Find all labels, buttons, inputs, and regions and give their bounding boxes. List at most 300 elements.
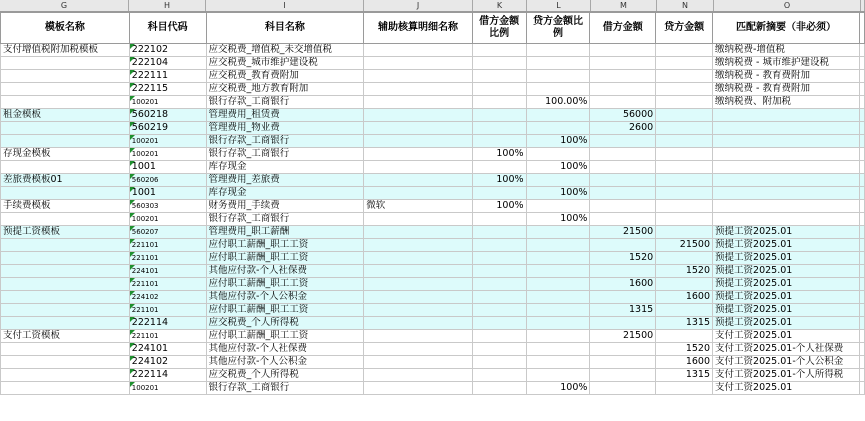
header-aux-detail[interactable]: 辅助核算明细名称 bbox=[364, 13, 472, 44]
credit-ratio-cell[interactable] bbox=[526, 226, 590, 239]
template-name-cell[interactable] bbox=[1, 317, 130, 330]
account-name-cell[interactable]: 应交税费_增值税_未交增值税 bbox=[206, 44, 364, 57]
aux-detail-cell[interactable] bbox=[364, 148, 472, 161]
extra-cell[interactable] bbox=[859, 226, 864, 239]
credit-ratio-cell[interactable] bbox=[526, 109, 590, 122]
template-name-cell[interactable] bbox=[1, 252, 130, 265]
template-name-cell[interactable] bbox=[1, 369, 130, 382]
credit-ratio-cell[interactable]: 100.00% bbox=[526, 96, 590, 109]
account-code-text: 560206 bbox=[131, 176, 159, 184]
aux-detail-cell[interactable] bbox=[364, 213, 472, 226]
summary-cell[interactable]: 缴纳税费 - 城市维护建设税 bbox=[713, 57, 860, 70]
account-name-cell[interactable]: 应付职工薪酬_职工工资 bbox=[206, 252, 364, 265]
extra-cell[interactable] bbox=[859, 57, 864, 70]
debit-ratio-cell[interactable] bbox=[472, 96, 526, 109]
debit-amount-cell[interactable] bbox=[590, 369, 656, 382]
aux-detail-cell[interactable] bbox=[364, 96, 472, 109]
credit-ratio-cell[interactable] bbox=[526, 252, 590, 265]
number-as-text-indicator-icon bbox=[130, 291, 135, 296]
template-name-cell[interactable] bbox=[1, 304, 130, 317]
account-name-cell[interactable]: 应交税费_地方教育附加 bbox=[206, 83, 364, 96]
account-name-cell[interactable]: 银行存款_工商银行 bbox=[206, 213, 364, 226]
header-template-name[interactable]: 模板名称 bbox=[1, 13, 130, 44]
aux-detail-cell[interactable]: 微软 bbox=[364, 200, 472, 213]
account-code-cell[interactable] bbox=[129, 252, 206, 265]
table-row bbox=[1, 57, 865, 70]
extra-cell[interactable] bbox=[859, 200, 864, 213]
account-name-cell[interactable]: 银行存款_工商银行 bbox=[206, 148, 364, 161]
summary-cell[interactable] bbox=[713, 135, 860, 148]
summary-cell[interactable] bbox=[713, 109, 860, 122]
column-letter-3[interactable]: I bbox=[206, 0, 364, 11]
summary-cell[interactable]: 缴纳税费、附加税 bbox=[713, 96, 860, 109]
extra-cell[interactable] bbox=[859, 161, 864, 174]
account-name-cell[interactable]: 财务费用_手续费 bbox=[206, 200, 364, 213]
template-name-cell[interactable] bbox=[1, 161, 130, 174]
credit-ratio-cell[interactable] bbox=[526, 122, 590, 135]
template-name-cell[interactable] bbox=[1, 278, 130, 291]
debit-amount-cell[interactable] bbox=[590, 83, 656, 96]
account-name-cell[interactable]: 应付职工薪酬_职工工资 bbox=[206, 278, 364, 291]
account-code-cell[interactable] bbox=[129, 304, 206, 317]
credit-ratio-cell[interactable] bbox=[526, 343, 590, 356]
account-code-cell[interactable] bbox=[129, 83, 206, 96]
debit-amount-cell[interactable]: 2600 bbox=[590, 122, 656, 135]
debit-amount-cell[interactable] bbox=[590, 187, 656, 200]
aux-detail-cell[interactable] bbox=[364, 109, 472, 122]
summary-cell[interactable]: 预提工资2025.01 bbox=[713, 317, 860, 330]
extra-cell[interactable] bbox=[859, 83, 864, 96]
summary-cell[interactable] bbox=[713, 161, 860, 174]
extra-cell[interactable] bbox=[859, 252, 864, 265]
debit-amount-cell[interactable] bbox=[590, 200, 656, 213]
account-name-cell[interactable]: 银行存款_工商银行 bbox=[206, 135, 364, 148]
column-letter-6[interactable]: L bbox=[527, 0, 591, 11]
aux-detail-cell[interactable] bbox=[364, 226, 472, 239]
account-code-cell[interactable] bbox=[129, 330, 206, 343]
number-as-text-indicator-icon bbox=[130, 369, 135, 374]
summary-cell[interactable]: 支付工资2025.01 bbox=[713, 330, 860, 343]
aux-detail-cell[interactable] bbox=[364, 369, 472, 382]
account-code-cell[interactable] bbox=[129, 226, 206, 239]
credit-ratio-cell[interactable] bbox=[526, 239, 590, 252]
column-letter-4[interactable]: J bbox=[364, 0, 473, 11]
debit-ratio-cell[interactable] bbox=[472, 226, 526, 239]
credit-amount-cell[interactable] bbox=[656, 187, 713, 200]
aux-detail-cell[interactable] bbox=[364, 161, 472, 174]
debit-ratio-cell[interactable]: 100% bbox=[472, 174, 526, 187]
account-code-cell[interactable] bbox=[129, 44, 206, 57]
aux-detail-cell[interactable] bbox=[364, 330, 472, 343]
account-code-cell[interactable] bbox=[129, 109, 206, 122]
debit-amount-cell[interactable]: 1600 bbox=[590, 278, 656, 291]
aux-detail-cell[interactable] bbox=[364, 317, 472, 330]
debit-amount-cell[interactable] bbox=[590, 135, 656, 148]
debit-ratio-cell[interactable] bbox=[472, 187, 526, 200]
template-name-cell[interactable]: 存现金模板 bbox=[1, 148, 130, 161]
header-row bbox=[1, 13, 865, 44]
extra-cell[interactable] bbox=[859, 239, 864, 252]
summary-cell[interactable]: 预提工资2025.01 bbox=[713, 226, 860, 239]
credit-ratio-cell[interactable]: 100% bbox=[526, 382, 590, 395]
aux-detail-cell[interactable] bbox=[364, 44, 472, 57]
credit-ratio-cell[interactable] bbox=[526, 330, 590, 343]
aux-detail-cell[interactable] bbox=[364, 382, 472, 395]
header-account-code[interactable]: 科目代码 bbox=[129, 13, 206, 44]
template-name-cell[interactable]: 差旅费模板01 bbox=[1, 174, 130, 187]
account-name-cell[interactable]: 其他应付款-个人公积金 bbox=[206, 356, 364, 369]
account-name-cell[interactable]: 应付职工薪酬_职工工资 bbox=[206, 304, 364, 317]
account-name-cell[interactable]: 应交税费_城市维护建设税 bbox=[206, 57, 364, 70]
debit-ratio-cell[interactable] bbox=[472, 343, 526, 356]
credit-amount-cell[interactable] bbox=[656, 122, 713, 135]
template-name-cell[interactable] bbox=[1, 239, 130, 252]
aux-detail-cell[interactable] bbox=[364, 70, 472, 83]
column-letter-7[interactable]: M bbox=[591, 0, 657, 11]
account-name-cell[interactable]: 库存现金 bbox=[206, 187, 364, 200]
debit-amount-cell[interactable] bbox=[590, 317, 656, 330]
debit-amount-cell[interactable] bbox=[590, 291, 656, 304]
credit-amount-cell[interactable]: 1600 bbox=[656, 291, 713, 304]
template-name-cell[interactable] bbox=[1, 265, 130, 278]
summary-cell[interactable]: 预提工资2025.01 bbox=[713, 291, 860, 304]
account-code-cell[interactable] bbox=[129, 343, 206, 356]
credit-ratio-cell[interactable] bbox=[526, 356, 590, 369]
credit-amount-cell[interactable] bbox=[656, 330, 713, 343]
debit-ratio-cell[interactable] bbox=[472, 369, 526, 382]
credit-ratio-cell[interactable] bbox=[526, 369, 590, 382]
account-name-cell[interactable]: 库存现金 bbox=[206, 161, 364, 174]
credit-amount-cell[interactable] bbox=[656, 174, 713, 187]
credit-ratio-cell[interactable] bbox=[526, 200, 590, 213]
aux-detail-cell[interactable] bbox=[364, 356, 472, 369]
account-name-cell[interactable]: 其他应付款-个人社保费 bbox=[206, 265, 364, 278]
debit-amount-cell[interactable] bbox=[590, 213, 656, 226]
header-debit-ratio[interactable]: 借方金额比例 bbox=[472, 13, 526, 44]
account-code-cell[interactable] bbox=[129, 265, 206, 278]
credit-amount-cell[interactable] bbox=[656, 213, 713, 226]
template-name-cell[interactable]: 支付工资模板 bbox=[1, 330, 130, 343]
number-as-text-indicator-icon bbox=[130, 122, 135, 127]
aux-detail-cell[interactable] bbox=[364, 57, 472, 70]
debit-amount-cell[interactable] bbox=[590, 382, 656, 395]
column-letter-2[interactable]: H bbox=[129, 0, 206, 11]
debit-ratio-cell[interactable] bbox=[472, 304, 526, 317]
summary-cell[interactable]: 预提工资2025.01 bbox=[713, 278, 860, 291]
extra-cell[interactable] bbox=[859, 265, 864, 278]
template-name-cell[interactable] bbox=[1, 382, 130, 395]
credit-amount-cell[interactable]: 1520 bbox=[656, 265, 713, 278]
credit-ratio-cell[interactable] bbox=[526, 304, 590, 317]
credit-ratio-cell[interactable] bbox=[526, 83, 590, 96]
header-extra[interactable] bbox=[859, 13, 864, 44]
extra-cell[interactable] bbox=[859, 148, 864, 161]
credit-ratio-cell[interactable]: 100% bbox=[526, 135, 590, 148]
account-name-cell[interactable]: 管理费用_差旅费 bbox=[206, 174, 364, 187]
credit-amount-cell[interactable] bbox=[656, 70, 713, 83]
extra-cell[interactable] bbox=[859, 291, 864, 304]
debit-ratio-cell[interactable] bbox=[472, 330, 526, 343]
summary-cell[interactable]: 缴纳税费 - 教育费附加 bbox=[713, 83, 860, 96]
template-name-cell[interactable] bbox=[1, 83, 130, 96]
account-code-cell[interactable] bbox=[129, 369, 206, 382]
summary-cell[interactable] bbox=[713, 213, 860, 226]
extra-cell[interactable] bbox=[859, 278, 864, 291]
debit-ratio-cell[interactable] bbox=[472, 291, 526, 304]
extra-cell[interactable] bbox=[859, 213, 864, 226]
summary-cell[interactable]: 支付工资2025.01 bbox=[713, 382, 860, 395]
credit-amount-cell[interactable] bbox=[656, 382, 713, 395]
header-credit-ratio[interactable]: 贷方金额比例 bbox=[526, 13, 590, 44]
template-name-cell[interactable] bbox=[1, 57, 130, 70]
account-name-cell[interactable]: 管理费用_租赁费 bbox=[206, 109, 364, 122]
account-code-cell[interactable] bbox=[129, 96, 206, 109]
extra-cell[interactable] bbox=[859, 343, 864, 356]
account-name-cell[interactable]: 应交税费_个人所得税 bbox=[206, 369, 364, 382]
extra-cell[interactable] bbox=[859, 356, 864, 369]
debit-ratio-cell[interactable]: 100% bbox=[472, 200, 526, 213]
credit-ratio-cell[interactable] bbox=[526, 57, 590, 70]
extra-cell[interactable] bbox=[859, 304, 864, 317]
credit-amount-cell[interactable] bbox=[656, 226, 713, 239]
credit-amount-cell[interactable]: 1520 bbox=[656, 343, 713, 356]
credit-amount-cell[interactable] bbox=[656, 200, 713, 213]
summary-cell[interactable] bbox=[713, 174, 860, 187]
debit-ratio-cell[interactable] bbox=[472, 44, 526, 57]
credit-amount-cell[interactable] bbox=[656, 44, 713, 57]
account-code-cell[interactable] bbox=[129, 317, 206, 330]
debit-ratio-cell[interactable] bbox=[472, 135, 526, 148]
account-name-cell[interactable]: 银行存款_工商银行 bbox=[206, 382, 364, 395]
credit-amount-cell[interactable] bbox=[656, 304, 713, 317]
column-header-bar bbox=[0, 0, 865, 12]
account-code-cell[interactable] bbox=[129, 382, 206, 395]
debit-amount-cell[interactable] bbox=[590, 148, 656, 161]
account-name-cell[interactable]: 管理费用_职工薪酬 bbox=[206, 226, 364, 239]
debit-ratio-cell[interactable] bbox=[472, 239, 526, 252]
credit-ratio-cell[interactable] bbox=[526, 174, 590, 187]
debit-ratio-cell[interactable] bbox=[472, 356, 526, 369]
credit-amount-cell[interactable] bbox=[656, 135, 713, 148]
debit-amount-cell[interactable] bbox=[590, 70, 656, 83]
debit-ratio-cell[interactable] bbox=[472, 265, 526, 278]
aux-detail-cell[interactable] bbox=[364, 239, 472, 252]
aux-detail-cell[interactable] bbox=[364, 174, 472, 187]
summary-cell[interactable]: 缴纳税费-增值税 bbox=[713, 44, 860, 57]
credit-amount-cell[interactable] bbox=[656, 278, 713, 291]
credit-amount-cell[interactable] bbox=[656, 148, 713, 161]
debit-amount-cell[interactable] bbox=[590, 265, 656, 278]
credit-ratio-cell[interactable]: 100% bbox=[526, 187, 590, 200]
extra-cell[interactable] bbox=[859, 44, 864, 57]
account-name-cell[interactable]: 管理费用_物业费 bbox=[206, 122, 364, 135]
extra-cell[interactable] bbox=[859, 70, 864, 83]
credit-amount-cell[interactable] bbox=[656, 252, 713, 265]
template-name-cell[interactable] bbox=[1, 291, 130, 304]
template-name-cell[interactable] bbox=[1, 187, 130, 200]
debit-amount-cell[interactable]: 21500 bbox=[590, 330, 656, 343]
credit-ratio-cell[interactable]: 100% bbox=[526, 161, 590, 174]
credit-amount-cell[interactable]: 1315 bbox=[656, 317, 713, 330]
summary-cell[interactable] bbox=[713, 200, 860, 213]
debit-amount-cell[interactable] bbox=[590, 343, 656, 356]
debit-amount-cell[interactable] bbox=[590, 356, 656, 369]
account-code-cell[interactable] bbox=[129, 356, 206, 369]
credit-amount-cell[interactable]: 21500 bbox=[656, 239, 713, 252]
debit-amount-cell[interactable] bbox=[590, 161, 656, 174]
summary-cell[interactable] bbox=[713, 122, 860, 135]
credit-amount-cell[interactable] bbox=[656, 96, 713, 109]
debit-amount-cell[interactable]: 21500 bbox=[590, 226, 656, 239]
extra-cell[interactable] bbox=[859, 96, 864, 109]
header-account-name[interactable]: 科目名称 bbox=[206, 13, 364, 44]
account-code-cell[interactable] bbox=[129, 239, 206, 252]
aux-detail-cell[interactable] bbox=[364, 135, 472, 148]
debit-ratio-cell[interactable] bbox=[472, 109, 526, 122]
debit-ratio-cell[interactable] bbox=[472, 213, 526, 226]
debit-ratio-cell[interactable] bbox=[472, 122, 526, 135]
account-name-cell[interactable]: 应交税费_个人所得税 bbox=[206, 317, 364, 330]
aux-detail-cell[interactable] bbox=[364, 83, 472, 96]
aux-detail-cell[interactable] bbox=[364, 304, 472, 317]
account-name-cell[interactable]: 应付职工薪酬_职工工资 bbox=[206, 239, 364, 252]
summary-cell[interactable]: 预提工资2025.01 bbox=[713, 304, 860, 317]
template-name-cell[interactable]: 支付增值税附加税模板 bbox=[1, 44, 130, 57]
debit-amount-cell[interactable] bbox=[590, 96, 656, 109]
credit-ratio-cell[interactable] bbox=[526, 291, 590, 304]
debit-amount-cell[interactable]: 56000 bbox=[590, 109, 656, 122]
template-name-cell[interactable] bbox=[1, 135, 130, 148]
aux-detail-cell[interactable] bbox=[364, 278, 472, 291]
debit-ratio-cell[interactable] bbox=[472, 382, 526, 395]
template-name-cell[interactable] bbox=[1, 356, 130, 369]
number-as-text-indicator-icon bbox=[130, 330, 135, 335]
credit-amount-cell[interactable]: 1600 bbox=[656, 356, 713, 369]
account-code-cell[interactable] bbox=[129, 174, 206, 187]
extra-cell[interactable] bbox=[859, 135, 864, 148]
account-code-cell[interactable] bbox=[129, 135, 206, 148]
credit-ratio-cell[interactable] bbox=[526, 70, 590, 83]
debit-ratio-cell[interactable] bbox=[472, 278, 526, 291]
debit-amount-cell[interactable] bbox=[590, 239, 656, 252]
account-name-cell[interactable]: 其他应付款-个人社保费 bbox=[206, 343, 364, 356]
credit-ratio-cell[interactable] bbox=[526, 278, 590, 291]
account-name-cell[interactable]: 银行存款_工商银行 bbox=[206, 96, 364, 109]
column-letter-9[interactable]: O bbox=[714, 0, 861, 11]
account-code-cell[interactable] bbox=[129, 213, 206, 226]
extra-cell[interactable] bbox=[859, 122, 864, 135]
debit-ratio-cell[interactable] bbox=[472, 70, 526, 83]
debit-ratio-cell[interactable] bbox=[472, 317, 526, 330]
aux-detail-cell[interactable] bbox=[364, 265, 472, 278]
column-letter-5[interactable]: K bbox=[473, 0, 527, 11]
account-code-cell[interactable] bbox=[129, 122, 206, 135]
account-code-cell[interactable] bbox=[129, 57, 206, 70]
account-name-cell[interactable]: 应付职工薪酬_职工工资 bbox=[206, 330, 364, 343]
debit-ratio-cell[interactable] bbox=[472, 83, 526, 96]
debit-amount-cell[interactable] bbox=[590, 57, 656, 70]
template-name-cell[interactable]: 手续费模板 bbox=[1, 200, 130, 213]
summary-cell[interactable]: 预提工资2025.01 bbox=[713, 265, 860, 278]
aux-detail-cell[interactable] bbox=[364, 252, 472, 265]
credit-amount-cell[interactable] bbox=[656, 161, 713, 174]
summary-cell[interactable]: 预提工资2025.01 bbox=[713, 239, 860, 252]
extra-cell[interactable] bbox=[859, 174, 864, 187]
extra-cell[interactable] bbox=[859, 369, 864, 382]
table-row bbox=[1, 369, 865, 382]
aux-detail-cell[interactable] bbox=[364, 187, 472, 200]
column-letter-1[interactable]: G bbox=[0, 0, 129, 11]
template-name-cell[interactable]: 预提工资模板 bbox=[1, 226, 130, 239]
aux-detail-cell[interactable] bbox=[364, 291, 472, 304]
debit-ratio-cell[interactable] bbox=[472, 252, 526, 265]
summary-cell[interactable]: 缴纳税费 - 教育费附加 bbox=[713, 70, 860, 83]
account-code-cell[interactable] bbox=[129, 161, 206, 174]
debit-amount-cell[interactable] bbox=[590, 174, 656, 187]
column-letter-8[interactable]: N bbox=[657, 0, 714, 11]
template-name-cell[interactable] bbox=[1, 70, 130, 83]
credit-amount-cell[interactable] bbox=[656, 109, 713, 122]
debit-ratio-cell[interactable] bbox=[472, 57, 526, 70]
extra-cell[interactable] bbox=[859, 330, 864, 343]
credit-ratio-cell[interactable] bbox=[526, 148, 590, 161]
header-new-summary[interactable]: 匹配新摘要（非必须） bbox=[713, 13, 860, 44]
summary-cell[interactable]: 支付工资2025.01-个人社保费 bbox=[713, 343, 860, 356]
debit-ratio-cell[interactable] bbox=[472, 161, 526, 174]
header-debit-amount[interactable]: 借方金额 bbox=[590, 13, 656, 44]
summary-cell[interactable]: 预提工资2025.01 bbox=[713, 252, 860, 265]
aux-detail-cell[interactable] bbox=[364, 343, 472, 356]
credit-ratio-cell[interactable]: 100% bbox=[526, 213, 590, 226]
extra-cell[interactable] bbox=[859, 382, 864, 395]
credit-ratio-cell[interactable] bbox=[526, 317, 590, 330]
template-name-cell[interactable]: 租金模板 bbox=[1, 109, 130, 122]
account-code-cell[interactable] bbox=[129, 70, 206, 83]
credit-amount-cell[interactable] bbox=[656, 83, 713, 96]
account-code-cell[interactable] bbox=[129, 187, 206, 200]
summary-cell[interactable]: 支付工资2025.01-个人所得税 bbox=[713, 369, 860, 382]
summary-cell[interactable]: 支付工资2025.01-个人公积金 bbox=[713, 356, 860, 369]
credit-amount-cell[interactable] bbox=[656, 57, 713, 70]
aux-detail-cell[interactable] bbox=[364, 122, 472, 135]
credit-amount-cell[interactable]: 1315 bbox=[656, 369, 713, 382]
extra-cell[interactable] bbox=[859, 187, 864, 200]
account-code-cell[interactable] bbox=[129, 200, 206, 213]
account-name-cell[interactable]: 其他应付款-个人公积金 bbox=[206, 291, 364, 304]
column-letter-10[interactable] bbox=[861, 0, 865, 11]
template-name-cell[interactable] bbox=[1, 343, 130, 356]
credit-ratio-cell[interactable] bbox=[526, 44, 590, 57]
credit-ratio-cell[interactable] bbox=[526, 265, 590, 278]
account-code-text: 221101 bbox=[131, 254, 159, 262]
extra-cell[interactable] bbox=[859, 317, 864, 330]
debit-amount-cell[interactable] bbox=[590, 44, 656, 57]
debit-ratio-cell[interactable]: 100% bbox=[472, 148, 526, 161]
summary-cell[interactable] bbox=[713, 187, 860, 200]
header-credit-amount[interactable]: 贷方金额 bbox=[656, 13, 713, 44]
debit-amount-cell[interactable]: 1315 bbox=[590, 304, 656, 317]
template-name-cell[interactable] bbox=[1, 96, 130, 109]
account-name-cell[interactable]: 应交税费_教育费附加 bbox=[206, 70, 364, 83]
account-code-cell[interactable] bbox=[129, 278, 206, 291]
template-name-cell[interactable] bbox=[1, 122, 130, 135]
debit-amount-cell[interactable]: 1520 bbox=[590, 252, 656, 265]
extra-cell[interactable] bbox=[859, 109, 864, 122]
summary-cell[interactable] bbox=[713, 148, 860, 161]
template-name-cell[interactable] bbox=[1, 213, 130, 226]
account-code-cell[interactable] bbox=[129, 148, 206, 161]
account-code-cell[interactable] bbox=[129, 291, 206, 304]
